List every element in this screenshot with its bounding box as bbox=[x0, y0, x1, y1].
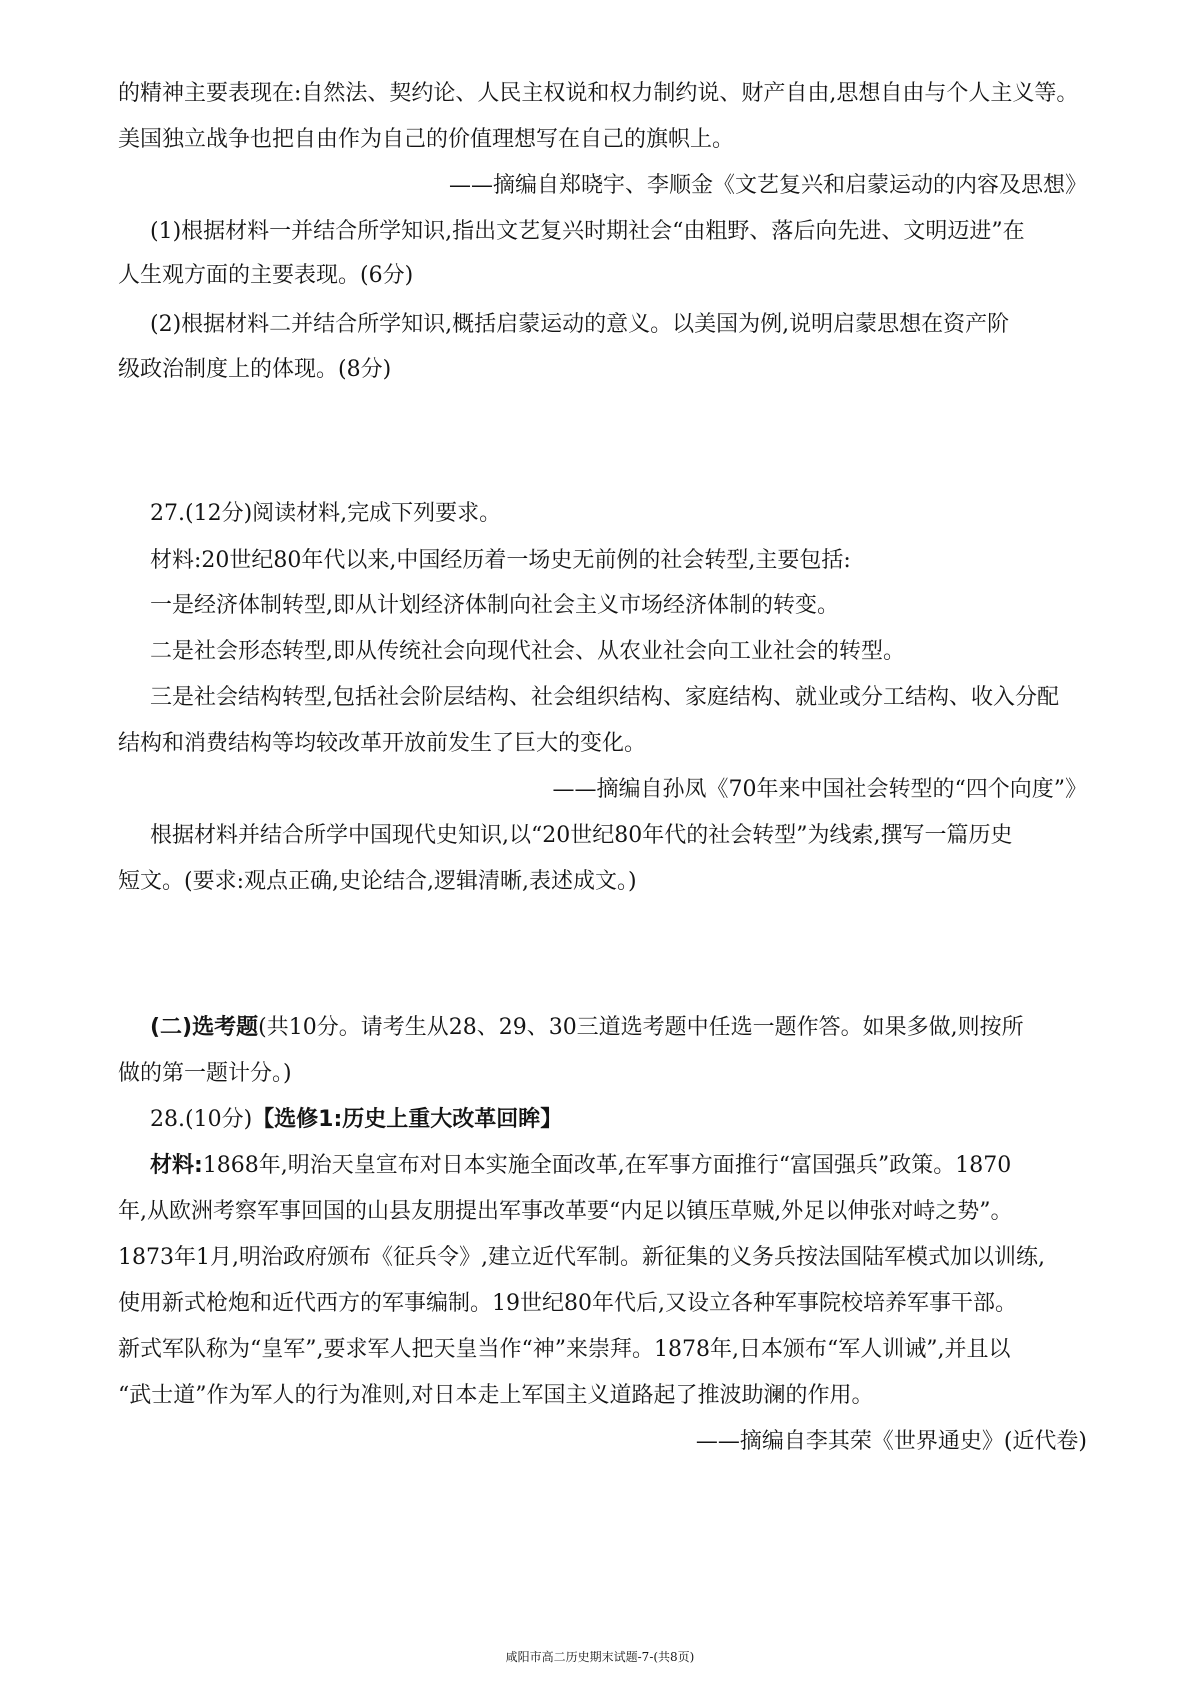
q28-module: 【选修1:历史上重大改革回眸】 bbox=[252, 1107, 563, 1132]
q28-material-line-4: 使用新式枪炮和近代西方的军事编制。19世纪80年代后,又设立各种军事院校培养军事干部。 bbox=[118, 1291, 1017, 1316]
q28-material-label: 材料: bbox=[150, 1153, 203, 1178]
material-continuation-line-2: 美国独立战争也把自由作为自己的价值理想写在自己的旗帜上。 bbox=[118, 127, 735, 152]
elective-heading-instructions: (共10分。请考生从28、29、30三道选考题中任选一题作答。如果多做,则按所 bbox=[258, 1015, 1024, 1040]
q26-sub1-line-2: 人生观方面的主要表现。(6分) bbox=[118, 263, 414, 288]
page-footer: 咸阳市高二历史期末试题-7-(共8页) bbox=[505, 1650, 695, 1664]
q26-sub1-line-1: (1)根据材料一并结合所学知识,指出文艺复兴时期社会“由粗野、落后向先进、文明迈进”在 bbox=[150, 219, 1025, 244]
q27-point-1: 一是经济体制转型,即从计划经济体制向社会主义市场经济体制的转变。 bbox=[150, 593, 839, 618]
q28-title bbox=[150, 1104, 562, 1136]
q26-sub2-line-1: (2)根据材料二并结合所学知识,概括启蒙运动的意义。以美国为例,说明启蒙思想在资产阶 bbox=[150, 312, 1010, 337]
q28-source: ——摘编自李其荣《世界通史》(近代卷) bbox=[695, 1429, 1087, 1454]
q28-number: 28.(10分) bbox=[150, 1107, 253, 1132]
q27-task-line-2: 短文。(要求:观点正确,史论结合,逻辑清晰,表述成文。) bbox=[118, 869, 637, 894]
q27-material-intro: 材料:20世纪80年代以来,中国经历着一场史无前例的社会转型,主要包括: bbox=[150, 548, 851, 573]
q28-material-text: 1868年,明治天皇宣布对日本实施全面改革,在军事方面推行“富国强兵”政策。1870 bbox=[202, 1153, 1012, 1178]
material-continuation-line-1: 的精神主要表现在:自然法、契约论、人民主权说和权力制约说、财产自由,思想自由与个人主义等。 bbox=[118, 81, 1079, 106]
q27-point-3-line-1: 三是社会结构转型,包括社会阶层结构、社会组织结构、家庭结构、就业或分工结构、收入分配 bbox=[150, 685, 1059, 710]
elective-heading-label: (二)选考题 bbox=[150, 1015, 259, 1040]
material-source: ——摘编自郑晓宇、李顺金《文艺复兴和启蒙运动的内容及思想》 bbox=[448, 173, 1087, 198]
q27-title: 27.(12分)阅读材料,完成下列要求。 bbox=[150, 501, 502, 526]
elective-heading-line-2: 做的第一题计分。) bbox=[118, 1061, 292, 1086]
q28-material-line-5: 新式军队称为“皇军”,要求军人把天皇当作“神”来崇拜。1878年,日本颁布“军人训诫”,并且以 bbox=[118, 1337, 1011, 1362]
q27-source: ——摘编自孙凤《70年来中国社会转型的“四个向度”》 bbox=[552, 777, 1087, 802]
elective-heading bbox=[150, 1012, 1024, 1044]
q26-sub2-line-2: 级政治制度上的体现。(8分) bbox=[118, 357, 392, 382]
q27-task-line-1: 根据材料并结合所学中国现代史知识,以“20世纪80年代的社会转型”为线索,撰写一篇历史 bbox=[150, 823, 1013, 848]
q28-material-line-2: 年,从欧洲考察军事回国的山县友朋提出军事改革要“内足以镇压草贼,外足以伸张对峙之势”。 bbox=[118, 1199, 1013, 1224]
q27-point-3-line-2: 结构和消费结构等均较改革开放前发生了巨大的变化。 bbox=[118, 731, 647, 756]
q28-material-line-3: 1873年1月,明治政府颁布《征兵令》,建立近代军制。新征集的义务兵按法国陆军模式加以训练, bbox=[118, 1245, 1045, 1270]
q28-material-line-1 bbox=[150, 1150, 1011, 1182]
q28-material-line-6: “武士道”作为军人的行为准则,对日本走上军国主义道路起了推波助澜的作用。 bbox=[118, 1383, 874, 1408]
q27-point-2: 二是社会形态转型,即从传统社会向现代社会、从农业社会向工业社会的转型。 bbox=[150, 639, 905, 664]
